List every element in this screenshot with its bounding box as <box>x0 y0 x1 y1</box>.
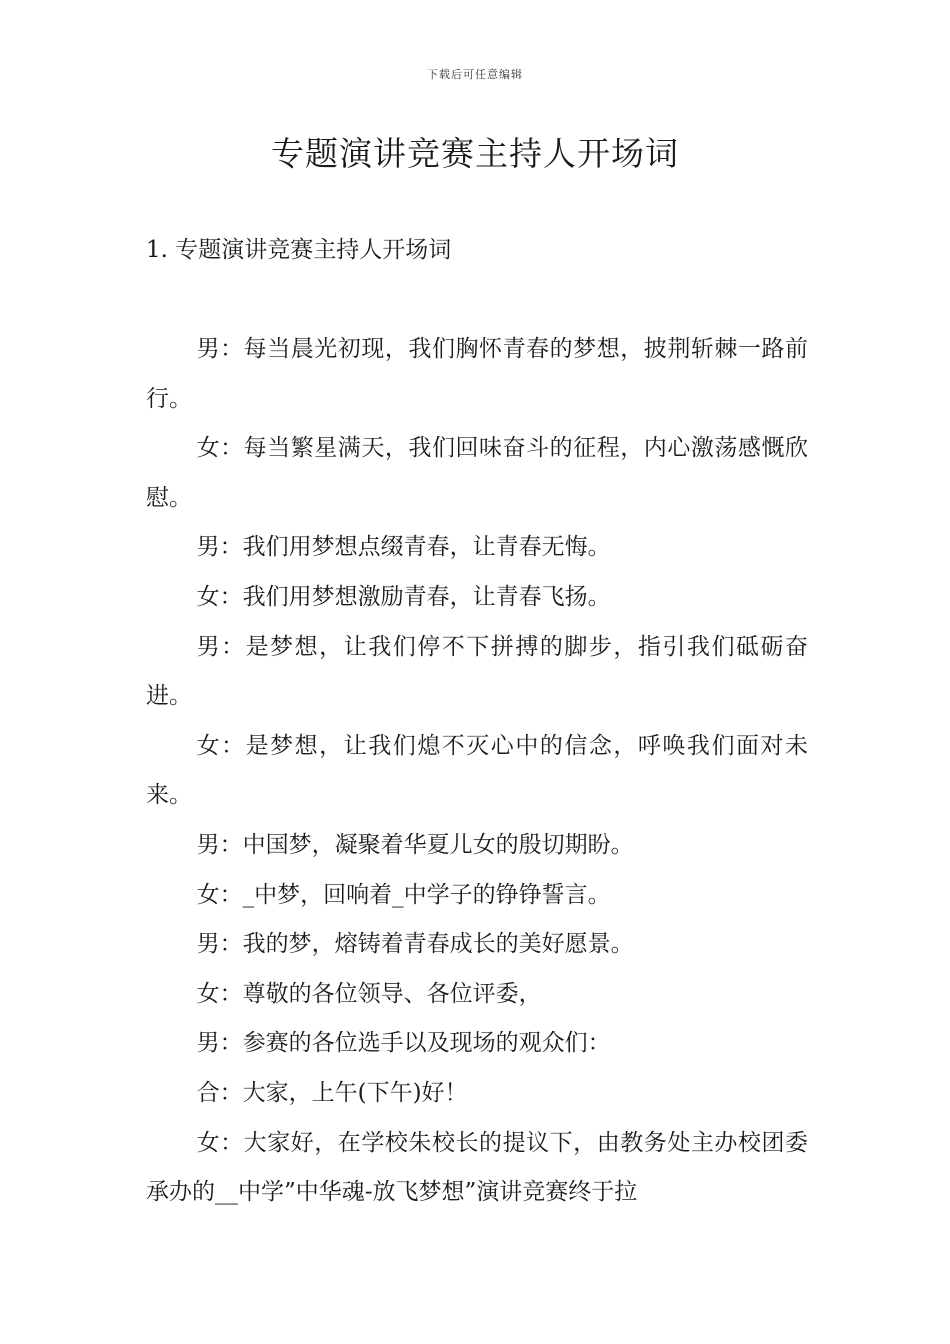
paragraph: 男：中国梦，凝聚着华夏儿女的殷切期盼。 <box>196 831 634 858</box>
section-heading: 1. 专题演讲竞赛主持人开场词 <box>146 237 452 263</box>
paragraph: 合：大家，上午(下午)好！ <box>196 1079 468 1106</box>
paragraph: 女：_中梦，回响着_中学子的铮铮誓言。 <box>196 881 611 908</box>
paragraph: 女：大家好，在学校朱校长的提议下，由教务处主办校团委承办的__中学”中华魂-放飞梦想”演讲竞赛终于拉 <box>146 1129 808 1206</box>
document-body <box>146 325 808 1218</box>
document-title: 专题演讲竞赛主持人开场词 <box>271 134 679 173</box>
paragraph: 男：参赛的各位选手以及现场的观众们： <box>196 1030 611 1057</box>
paragraph: 女：是梦想，让我们熄不灭心中的信念，呼唤我们面对未来。 <box>146 732 808 809</box>
paragraph: 女：每当繁星满天，我们回味奋斗的征程，内心激荡感慨欣慰。 <box>146 435 808 511</box>
paragraph: 女：尊敬的各位领导、各位评委， <box>196 980 542 1007</box>
paragraph: 男：是梦想，让我们停不下拼搏的脚步，指引我们砥砺奋进。 <box>146 633 808 710</box>
paragraph: 女：我们用梦想激励青春，让青春飞扬。 <box>196 583 611 610</box>
paragraph: 男：每当晨光初现，我们胸怀青春的梦想，披荆斩棘一路前行。 <box>146 336 808 412</box>
header-note: 下载后可任意编辑 <box>427 68 523 81</box>
paragraph: 男：我们用梦想点缀青春，让青春无悔。 <box>196 534 611 561</box>
paragraph: 男：我的梦，熔铸着青春成长的美好愿景。 <box>196 931 634 958</box>
